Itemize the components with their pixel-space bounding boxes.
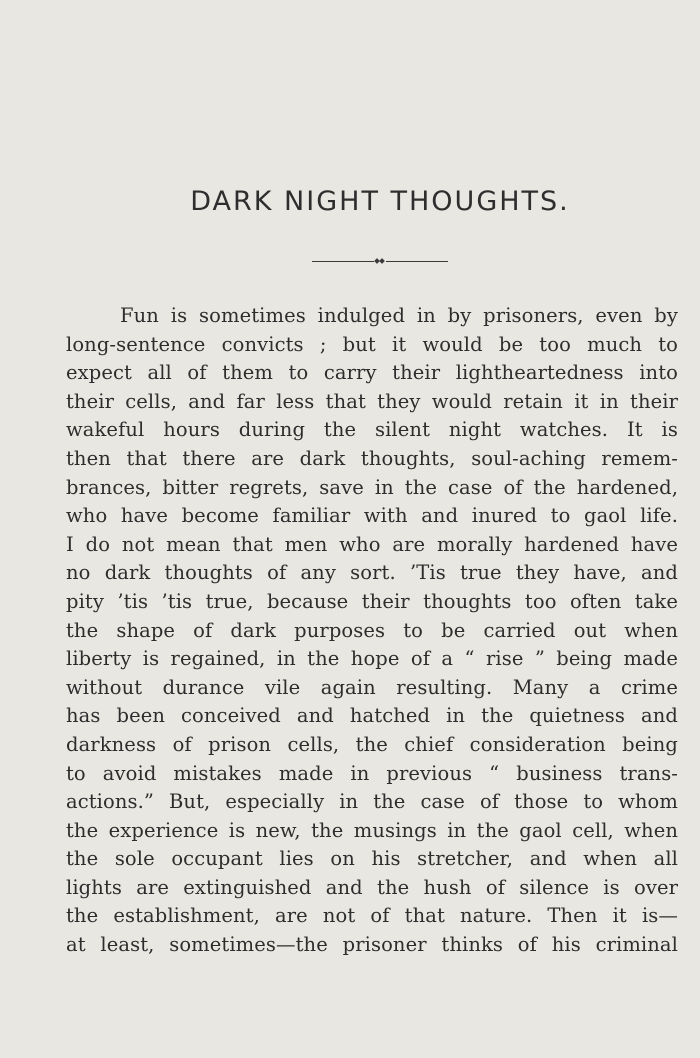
text-line: without durance vile again resulting. Many a crime — [66, 675, 678, 699]
text-line: their cells, and far less that they would retain it in their — [66, 389, 678, 413]
text-line: darkness of prison cells, the chief consideration being — [66, 732, 678, 756]
text-line: liberty is regained, in the hope of a “ rise ” being made — [66, 647, 678, 671]
body-paragraph — [66, 302, 678, 960]
text-line: the experience is new, the musings in the gaol cell, when — [66, 818, 678, 842]
text-line: the sole occupant lies on his stretcher, and when all — [66, 847, 678, 871]
ornament-diamond — [379, 258, 385, 264]
text-line: lights are extinguished and the hush of silence is over — [66, 875, 678, 899]
text-line: the establishment, are not of that nature. Then it is— — [66, 904, 678, 928]
title-ornament — [312, 258, 448, 266]
text-line: who have become familiar with and inured to gaol life. — [66, 504, 678, 528]
text-line: long-sentence convicts ; but it would be too much to — [66, 332, 678, 356]
text-line: no dark thoughts of any sort. ’Tis true they have, and — [66, 561, 678, 585]
ornament-rule-left — [312, 261, 374, 262]
text-line: wakeful hours during the silent night watches. It is — [66, 418, 678, 442]
text-line: pity ’tis ’tis true, because their thoughts too often take — [66, 589, 678, 613]
text-line: expect all of them to carry their lightheartedness into — [66, 361, 678, 385]
ornament-rule-right — [386, 261, 448, 262]
text-line: has been conceived and hatched in the quietness and — [66, 704, 678, 728]
text-line: I do not mean that men who are morally hardened have — [66, 532, 678, 556]
chapter-title: DARK NIGHT THOUGHTS. — [190, 186, 570, 217]
text-line: at least, sometimes—the prisoner thinks of his criminal — [66, 933, 678, 957]
text-line: then that there are dark thoughts, soul-aching remem- — [66, 446, 678, 470]
text-line: brances, bitter regrets, save in the case of the hardened, — [66, 475, 678, 499]
text-line: actions.” But, especially in the case of those to whom — [66, 790, 678, 814]
text-line: to avoid mistakes made in previous “ business trans- — [66, 761, 678, 785]
text-line: Fun is sometimes indulged in by prisoners, even by — [120, 304, 678, 327]
text-line: the shape of dark purposes to be carried out when — [66, 618, 678, 642]
